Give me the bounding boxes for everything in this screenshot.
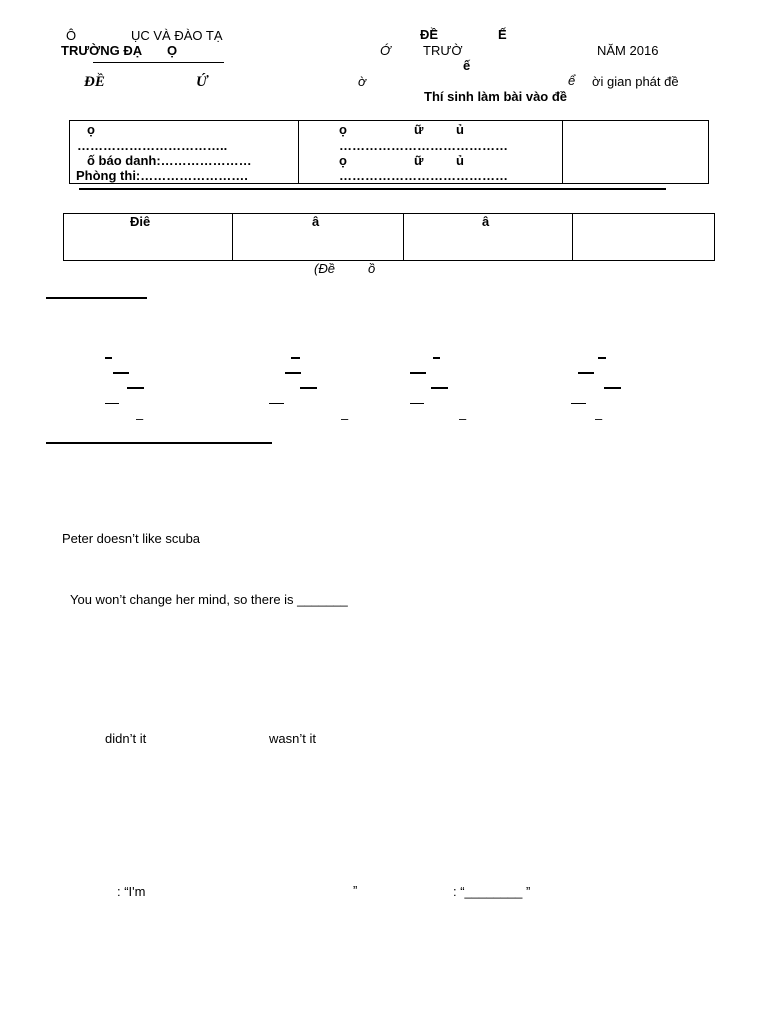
exam-room-label: Phòng thi:…………………….: [76, 168, 248, 183]
blank-a1: [105, 357, 112, 359]
blank-a4: [105, 403, 119, 404]
blank-d5: –: [595, 411, 603, 426]
school-name-b: Ọ: [167, 43, 178, 58]
blank-d4: [571, 403, 586, 404]
blank-b2: [285, 372, 301, 374]
exam-title-b: Ế: [498, 27, 507, 42]
examiner2-label-b: ữ: [414, 153, 424, 168]
examiner2-dots: …………………………………: [339, 168, 508, 183]
option-didnt-it: didn’t it: [105, 731, 147, 746]
page-note-b: ồ: [368, 261, 376, 276]
round-text-c: ế: [463, 58, 471, 73]
page-note-a: (Đề: [314, 261, 335, 276]
blank-d2: [578, 372, 594, 374]
school-name: TRƯỜNG ĐẠ: [61, 43, 143, 58]
blank-b5: –: [341, 411, 349, 426]
blank-b1: [291, 357, 300, 359]
ministry-text-a: Ô: [66, 28, 77, 43]
candidate-box-divider-1: [298, 120, 299, 184]
blank-a5: –: [136, 411, 144, 426]
blank-c5: –: [459, 411, 467, 426]
blank-d1: [598, 357, 606, 359]
exam-title-a: ĐỀ: [420, 27, 439, 42]
blank-c3: [431, 387, 448, 389]
blank-b4: [269, 403, 284, 404]
examiner2-label-c: ủ: [456, 153, 464, 168]
round-text-a: Ớ: [380, 43, 391, 58]
examiner1-dots: …………………………………: [339, 138, 508, 153]
time-text-c: ời gian phát đề: [592, 74, 679, 89]
candidate-box-divider-2: [562, 120, 563, 184]
exam-year: NĂM 2016: [597, 43, 659, 58]
score-col-1-header: Điê: [130, 214, 151, 229]
examiner1-label-c: ủ: [456, 122, 464, 137]
blank-c4: [410, 403, 424, 404]
score-table-divider-2: [403, 213, 404, 261]
name-label: ọ: [87, 122, 95, 137]
blank-a2: [113, 372, 129, 374]
separator-rule: [79, 188, 666, 190]
blank-a3: [127, 387, 144, 389]
question-mind: You won’t change her mind, so there is _______: [70, 592, 348, 607]
name-dots: ……………………………..: [77, 138, 228, 153]
score-col-2-header: â: [312, 214, 320, 229]
blank-c1: [433, 357, 440, 359]
round-text-b: TRƯỜ: [423, 43, 463, 58]
quote-question-c: : “________ ”: [453, 884, 531, 899]
candidate-number-label: ố báo danh:…………………: [87, 153, 252, 168]
question-peter: Peter doesn’t like scuba: [62, 531, 201, 546]
quote-question-b: ”: [353, 883, 358, 898]
school-underline: [93, 62, 224, 63]
blank-d3: [604, 387, 621, 389]
time-text-b: ể: [568, 73, 576, 88]
blank-c2: [410, 372, 426, 374]
instruction-text: Thí sinh làm bài vào đề: [424, 89, 568, 104]
quote-question-a: : “I'm: [117, 884, 146, 899]
score-table: [63, 213, 715, 261]
score-table-divider-3: [572, 213, 573, 261]
examiner1-label-b: ữ: [414, 122, 424, 137]
exam-left-a: ĐỀ: [84, 74, 105, 90]
examiner1-label-a: ọ: [339, 122, 347, 137]
examiner2-label-a: ọ: [339, 153, 347, 168]
section2-heading-underline: [46, 442, 272, 444]
blank-b3: [300, 387, 317, 389]
ministry-text-b: ỤC VÀ ĐÀO TẠ: [131, 28, 223, 43]
time-text-a: ờ: [358, 74, 366, 89]
section1-heading-underline: [46, 297, 147, 299]
option-wasnt-it: wasn’t it: [269, 731, 316, 746]
score-table-divider-1: [232, 213, 233, 261]
exam-left-b: Ứ: [196, 74, 208, 90]
score-col-3-header: â: [482, 214, 490, 229]
